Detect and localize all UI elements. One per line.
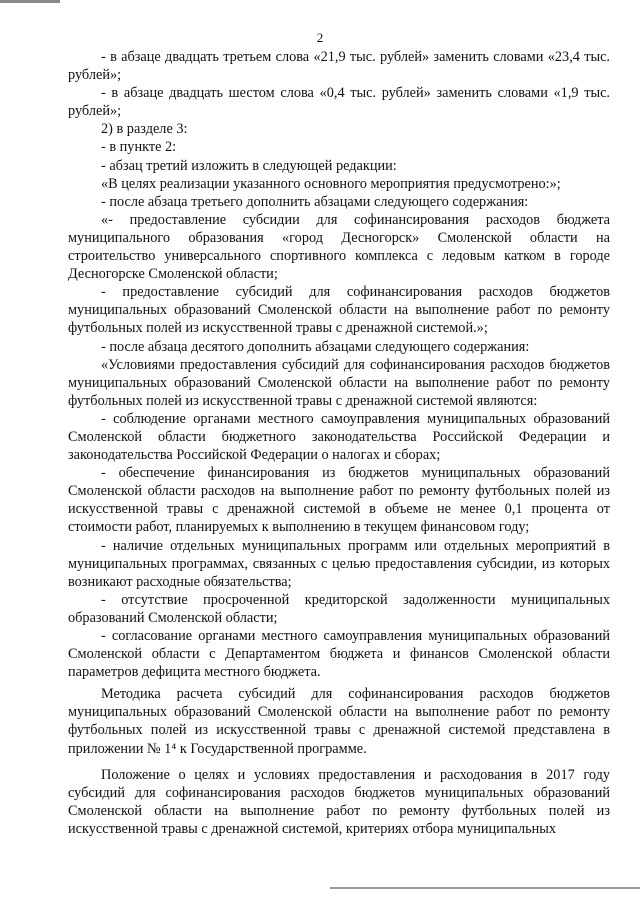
paragraph: Положение о целях и условиях предоставления и расходования в 2017 году субсидий для софинансирования расходов бюджетов муниципальных образований Смоленской области на выполнение работ по ремонту футбольных полей из искусственной травы с дренажной системой, критериях отбора муниципальных [68, 766, 610, 837]
paragraph: - в пункте 2: [101, 139, 177, 156]
paragraph: - в абзаце двадцать шестом слова «0,4 тыс. рублей» заменить словами «1,9 тыс. рублей»; [68, 85, 610, 120]
paragraph: «- предоставление субсидии для софинансирования расходов бюджета муниципального образования «город Десногорск» Смоленской области на строительство универсального спортивного комплекса с ледовым катком в городе Десногорске Смоленской области; [68, 211, 610, 283]
paragraph: - соблюдение органами местного самоуправления муниципальных образований Смоленской области бюджетного законодательства Российской Федерации и законодательства Российской Федерации о налогах и сборах; [68, 410, 610, 464]
paragraph: - отсутствие просроченной кредиторской задолженности муниципальных образований Смоленской области; [68, 591, 610, 626]
paragraph: - наличие отдельных муниципальных программ или отдельных мероприятий в муниципальных программах, связанных с целью предоставления субсидии, из которых возникают расходные обязательства; [68, 537, 610, 590]
scan-edge-bottom [330, 887, 640, 889]
paragraph: - согласование органами местного самоуправления муниципальных образований Смоленской области с Департаментом бюджета и финансов Смоленской области параметров дефицита местного бюджета. [68, 628, 610, 681]
paragraph: Методика расчета субсидий для софинансирования расходов бюджетов муниципальных образований Смоленской области на выполнение работ по ремонту футбольных полей из искусственной травы с дренажной системой представлена в приложении № 1⁴ к Государственной программе. [68, 686, 610, 757]
paragraph: - в абзаце двадцать третьем слова «21,9 тыс. рублей» заменить словами «23,4 тыс. рублей»; [68, 49, 610, 84]
paragraph: - абзац третий изложить в следующей редакции: [101, 157, 397, 174]
document-body [68, 48, 610, 838]
paragraph: «В целях реализации указанного основного мероприятия предусмотрено:»; [101, 175, 561, 192]
page-number: 2 [316, 30, 324, 45]
paragraph: 2) в разделе 3: [101, 121, 188, 138]
paragraph: - обеспечение финансирования из бюджетов муниципальных образований Смоленской области расходов на выполнение работ по ремонту футбольных полей из искусственной травы с дренажной системой в объеме не менее 0,1 процента от стоимости работ, планируемых к выполнению в текущем финансовом году; [68, 465, 610, 536]
scan-edge-top [0, 0, 60, 3]
paragraph: - после абзаца третьего дополнить абзацами следующего содержания: [101, 193, 529, 210]
paragraph: - предоставление субсидий для софинансирования расходов бюджетов муниципальных образований Смоленской области на выполнение работ по ремонту футбольных полей из искусственной травы с дренажной системой.»; [68, 284, 610, 337]
paragraph: «Условиями предоставления субсидий для софинансирования расходов бюджетов муниципальных образований Смоленской области на выполнение работ по ремонту футбольных полей из искусственной травы с дренажной системой являются: [68, 356, 610, 409]
paragraph: - после абзаца десятого дополнить абзацами следующего содержания: [101, 338, 530, 355]
